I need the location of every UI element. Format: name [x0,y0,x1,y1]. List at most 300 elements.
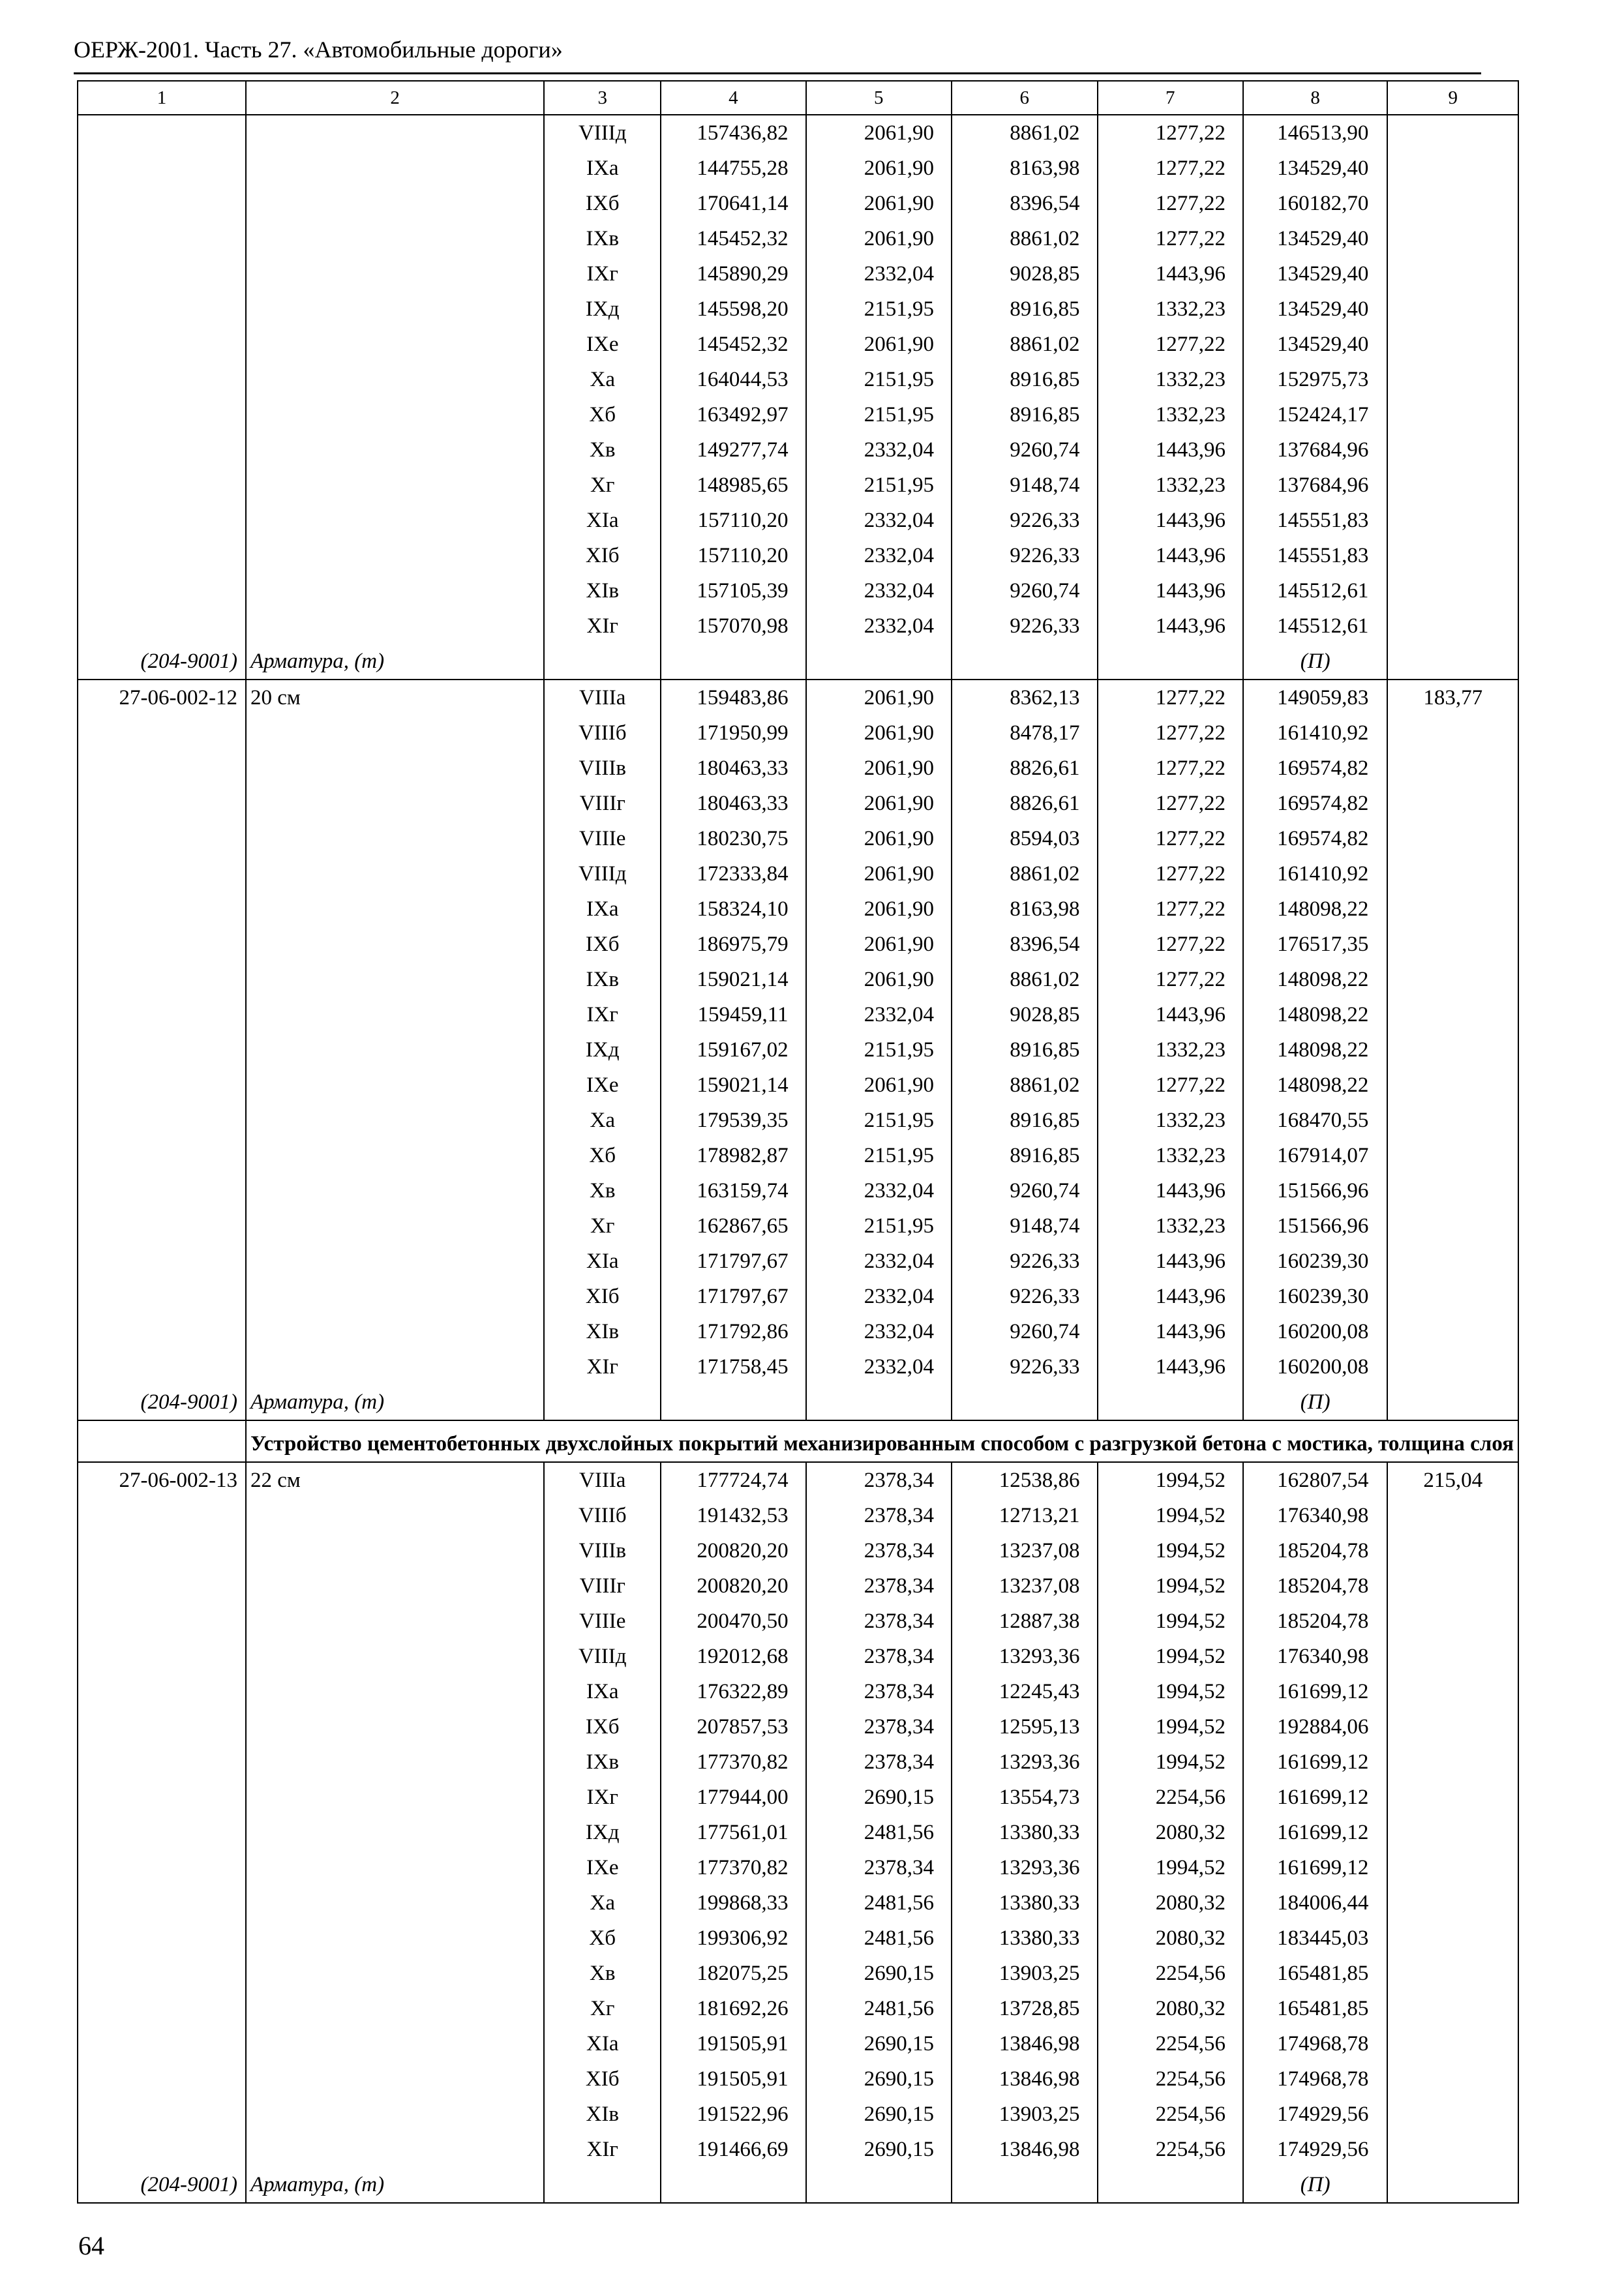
table-row [78,891,1518,927]
material-cost: 160200,08 [1243,1314,1387,1349]
labor-cost [1387,256,1518,292]
zone-code: IXе [544,327,661,362]
labor-cost: 215,04 [1387,1462,1518,1498]
material-cost: 160239,30 [1243,1279,1387,1314]
material-cost: 161410,92 [1243,856,1387,891]
total-cost: 177370,82 [661,1850,805,1885]
material-cost: 160182,70 [1243,186,1387,221]
rate-code [78,538,246,573]
labor-cost [1387,1173,1518,1208]
machine-cost: 8861,02 [952,115,1097,151]
machine-cost: 12713,21 [952,1498,1097,1533]
labor-cost [1387,1533,1518,1568]
machine-cost: 8861,02 [952,327,1097,362]
wages: 2378,34 [806,1639,952,1674]
machine-cost: 13728,85 [952,1991,1097,2026]
wages: 2690,15 [806,2097,952,2132]
machine-cost: 13293,36 [952,1744,1097,1780]
labor-cost [1387,1744,1518,1780]
wages: 2690,15 [806,2061,952,2097]
table-row [78,1279,1518,1314]
labor-cost [1387,503,1518,538]
machinist-wages: 2254,56 [1098,2132,1243,2167]
machine-cost: 8826,61 [952,751,1097,786]
zone-code: IXе [544,1850,661,1885]
table-row [78,573,1518,608]
total-cost: 145890,29 [661,256,805,292]
machine-cost: 9226,33 [952,1244,1097,1279]
rate-code [78,856,246,891]
material-cost: 176340,98 [1243,1498,1387,1533]
total-cost: 162867,65 [661,1208,805,1244]
resource-unit: (П) [1243,1384,1387,1420]
rate-code [78,1533,246,1568]
zone-code: VIIIе [544,1604,661,1639]
layer-thickness [246,1068,544,1103]
layer-thickness [246,468,544,503]
machine-cost: 9260,74 [952,1314,1097,1349]
total-cost: 180463,33 [661,786,805,821]
layer-thickness [246,1138,544,1173]
machine-cost: 9028,85 [952,997,1097,1032]
wages: 2061,90 [806,115,952,151]
machine-cost: 9226,33 [952,1279,1097,1314]
table-row [78,856,1518,891]
rate-code [78,221,246,256]
table-row [78,1604,1518,1639]
total-cost: 157110,20 [661,503,805,538]
machinist-wages: 1277,22 [1098,821,1243,856]
labor-cost [1387,1639,1518,1674]
wages: 2332,04 [806,1314,952,1349]
zone-code: Xа [544,1103,661,1138]
rate-code [78,1498,246,1533]
wages: 2061,90 [806,927,952,962]
machinist-wages: 2254,56 [1098,1956,1243,1991]
machinist-wages: 1277,22 [1098,927,1243,962]
table-row-footer [78,2167,1518,2203]
total-cost: 171797,67 [661,1279,805,1314]
layer-thickness [246,1032,544,1068]
empty-cell [661,1384,805,1420]
labor-cost [1387,821,1518,856]
labor-cost [1387,538,1518,573]
wages: 2378,34 [806,1498,952,1533]
total-cost: 171797,67 [661,1244,805,1279]
material-cost: 134529,40 [1243,151,1387,186]
table-row-footer [78,1384,1518,1420]
material-cost: 165481,85 [1243,1991,1387,2026]
wages: 2151,95 [806,397,952,432]
wages: 2332,04 [806,538,952,573]
machine-cost: 13380,33 [952,1885,1097,1921]
material-cost: 161410,92 [1243,715,1387,751]
rates-table [77,80,1519,2204]
layer-thickness [246,1921,544,1956]
material-cost: 146513,90 [1243,115,1387,151]
zone-code: IXб [544,186,661,221]
labor-cost: 183,77 [1387,680,1518,715]
page-number: 64 [78,2231,104,2260]
zone-code: IXг [544,997,661,1032]
zone-code: XIа [544,503,661,538]
resource-code: (204-9001) [78,2167,246,2203]
resource-code: (204-9001) [78,644,246,680]
rate-code [78,362,246,397]
machine-cost: 13237,08 [952,1533,1097,1568]
total-cost: 171792,86 [661,1314,805,1349]
layer-thickness [246,1850,544,1885]
machine-cost: 8594,03 [952,821,1097,856]
total-cost: 159167,02 [661,1032,805,1068]
total-cost: 191432,53 [661,1498,805,1533]
wages: 2061,90 [806,891,952,927]
layer-thickness [246,1349,544,1384]
table-row [78,256,1518,292]
zone-code: XIг [544,608,661,644]
machinist-wages: 1332,23 [1098,362,1243,397]
column-number: 1 [78,81,246,115]
labor-cost [1387,1921,1518,1956]
material-cost: 176517,35 [1243,927,1387,962]
machine-cost: 8396,54 [952,927,1097,962]
wages: 2690,15 [806,1956,952,1991]
wages: 2151,95 [806,1032,952,1068]
material-cost: 167914,07 [1243,1138,1387,1173]
rate-code [78,1244,246,1279]
total-cost: 191505,91 [661,2026,805,2061]
rate-code [78,1068,246,1103]
labor-cost [1387,292,1518,327]
table-row [78,1815,1518,1850]
table-row [78,1991,1518,2026]
labor-cost [1387,1349,1518,1384]
table-row [78,1921,1518,1956]
layer-thickness [246,1709,544,1744]
machine-cost: 8916,85 [952,292,1097,327]
table-row [78,1032,1518,1068]
zone-code: VIIIа [544,680,661,715]
empty-cell [952,2167,1097,2203]
zone-code: Xв [544,1956,661,1991]
total-cost: 145452,32 [661,327,805,362]
rate-code [78,2061,246,2097]
wages: 2151,95 [806,1138,952,1173]
labor-cost [1387,1498,1518,1533]
table-row [78,715,1518,751]
labor-cost [1387,962,1518,997]
wages: 2061,90 [806,680,952,715]
layer-thickness [246,1533,544,1568]
layer-thickness [246,503,544,538]
layer-thickness [246,1815,544,1850]
total-cost: 171758,45 [661,1349,805,1384]
table-row [78,468,1518,503]
labor-cost [1387,1850,1518,1885]
labor-cost [1387,362,1518,397]
wages: 2061,90 [806,186,952,221]
zone-code: IXд [544,292,661,327]
machinist-wages: 1332,23 [1098,1138,1243,1173]
table-row [78,503,1518,538]
resource-name: Арматура, (т) [246,2167,544,2203]
zone-code: XIа [544,1244,661,1279]
table-row [78,1533,1518,1568]
layer-thickness [246,751,544,786]
table-row-footer [78,644,1518,680]
table-row [78,2061,1518,2097]
wages: 2332,04 [806,432,952,468]
material-cost: 169574,82 [1243,786,1387,821]
table-row [78,608,1518,644]
total-cost: 199868,33 [661,1885,805,1921]
zone-code: VIIIа [544,1462,661,1498]
material-cost: 174929,56 [1243,2132,1387,2167]
zone-code: XIв [544,1314,661,1349]
material-cost: 134529,40 [1243,256,1387,292]
layer-thickness [246,1173,544,1208]
labor-cost [1387,786,1518,821]
machinist-wages: 1277,22 [1098,221,1243,256]
material-cost: 151566,96 [1243,1208,1387,1244]
empty-cell [1387,644,1518,680]
machine-cost: 12538,86 [952,1462,1097,1498]
material-cost: 192884,06 [1243,1709,1387,1744]
material-cost: 145512,61 [1243,573,1387,608]
table-row [78,1314,1518,1349]
table-row [78,2097,1518,2132]
machine-cost: 9226,33 [952,1349,1097,1384]
total-cost: 172333,84 [661,856,805,891]
total-cost: 163159,74 [661,1173,805,1208]
layer-thickness [246,573,544,608]
machinist-wages: 1443,96 [1098,1349,1243,1384]
total-cost: 149277,74 [661,432,805,468]
layer-thickness [246,1956,544,1991]
resource-name: Арматура, (т) [246,644,544,680]
rate-code [78,715,246,751]
machine-cost: 8916,85 [952,397,1097,432]
rate-code [78,1921,246,1956]
machine-cost: 9260,74 [952,573,1097,608]
table-row [78,680,1518,715]
machine-cost: 8861,02 [952,1068,1097,1103]
layer-thickness [246,115,544,151]
zone-code: XIб [544,2061,661,2097]
material-cost: 169574,82 [1243,751,1387,786]
machinist-wages: 1994,52 [1098,1850,1243,1885]
rate-code [78,1850,246,1885]
zone-code: VIIIв [544,751,661,786]
layer-thickness [246,221,544,256]
layer-thickness [246,1991,544,2026]
wages: 2332,04 [806,997,952,1032]
empty-cell [544,1384,661,1420]
labor-cost [1387,2097,1518,2132]
machine-cost: 9260,74 [952,432,1097,468]
wages: 2378,34 [806,1850,952,1885]
layer-thickness [246,1279,544,1314]
wages: 2332,04 [806,608,952,644]
table-row [78,2026,1518,2061]
zone-code: VIIIв [544,1533,661,1568]
machinist-wages: 2080,32 [1098,1815,1243,1850]
rate-code [78,186,246,221]
total-cost: 159021,14 [661,1068,805,1103]
machinist-wages: 1332,23 [1098,1208,1243,1244]
layer-thickness [246,362,544,397]
column-number: 8 [1243,81,1387,115]
zone-code: IXд [544,1032,661,1068]
labor-cost [1387,1103,1518,1138]
section-heading-spacer [78,1420,246,1462]
zone-code: XIв [544,2097,661,2132]
material-cost: 183445,03 [1243,1921,1387,1956]
zone-code: IXв [544,1744,661,1780]
wages: 2481,56 [806,1885,952,1921]
total-cost: 145452,32 [661,221,805,256]
zone-code: VIIIг [544,1568,661,1604]
layer-thickness [246,715,544,751]
wages: 2378,34 [806,1533,952,1568]
table-row [78,186,1518,221]
machinist-wages: 1994,52 [1098,1709,1243,1744]
machine-cost: 8916,85 [952,362,1097,397]
zone-code: VIIIб [544,1498,661,1533]
labor-cost [1387,151,1518,186]
labor-cost [1387,2026,1518,2061]
zone-code: IXа [544,151,661,186]
machinist-wages: 1332,23 [1098,468,1243,503]
rate-code [78,1208,246,1244]
total-cost: 164044,53 [661,362,805,397]
layer-thickness [246,1568,544,1604]
machinist-wages: 1994,52 [1098,1533,1243,1568]
material-cost: 145551,83 [1243,538,1387,573]
rate-code [78,891,246,927]
machine-cost: 9148,74 [952,1208,1097,1244]
zone-code: IXа [544,891,661,927]
wages: 2061,90 [806,151,952,186]
material-cost: 148098,22 [1243,997,1387,1032]
machinist-wages: 1443,96 [1098,538,1243,573]
wages: 2690,15 [806,2132,952,2167]
layer-thickness [246,927,544,962]
machinist-wages: 1332,23 [1098,397,1243,432]
layer-thickness [246,1674,544,1709]
total-cost: 145598,20 [661,292,805,327]
machinist-wages: 1277,22 [1098,786,1243,821]
zone-code: Xв [544,432,661,468]
table-row [78,1780,1518,1815]
machine-cost: 8396,54 [952,186,1097,221]
rate-code [78,1780,246,1815]
zone-code: VIIIе [544,821,661,856]
labor-cost [1387,1674,1518,1709]
wages: 2332,04 [806,573,952,608]
total-cost: 181692,26 [661,1991,805,2026]
rate-code [78,608,246,644]
machine-cost: 13903,25 [952,1956,1097,1991]
machine-cost: 9260,74 [952,1173,1097,1208]
machine-cost: 13380,33 [952,1815,1097,1850]
total-cost: 176322,89 [661,1674,805,1709]
machinist-wages: 2080,32 [1098,1885,1243,1921]
total-cost: 159483,86 [661,680,805,715]
empty-cell [661,2167,805,2203]
machine-cost: 8861,02 [952,962,1097,997]
labor-cost [1387,1279,1518,1314]
wages: 2690,15 [806,2026,952,2061]
labor-cost [1387,2132,1518,2167]
total-cost: 180463,33 [661,751,805,786]
layer-thickness [246,1780,544,1815]
wages: 2061,90 [806,715,952,751]
material-cost: 161699,12 [1243,1815,1387,1850]
rate-code [78,468,246,503]
rate-code [78,432,246,468]
empty-cell [544,2167,661,2203]
wages: 2151,95 [806,1208,952,1244]
wages: 2061,90 [806,221,952,256]
total-cost: 191522,96 [661,2097,805,2132]
wages: 2151,95 [806,1103,952,1138]
machinist-wages: 2080,32 [1098,1991,1243,2026]
layer-thickness [246,997,544,1032]
labor-cost [1387,1991,1518,2026]
table-row [78,1674,1518,1709]
labor-cost [1387,221,1518,256]
table-row [78,362,1518,397]
material-cost: 174929,56 [1243,2097,1387,2132]
zone-code: Xб [544,397,661,432]
wages: 2378,34 [806,1709,952,1744]
total-cost: 157105,39 [661,573,805,608]
labor-cost [1387,1604,1518,1639]
machine-cost: 9028,85 [952,256,1097,292]
material-cost: 161699,12 [1243,1780,1387,1815]
machine-cost: 13846,98 [952,2061,1097,2097]
material-cost: 134529,40 [1243,292,1387,327]
column-number-row [78,81,1518,115]
empty-cell [806,1384,952,1420]
machinist-wages: 1443,96 [1098,608,1243,644]
total-cost: 157110,20 [661,538,805,573]
labor-cost [1387,715,1518,751]
labor-cost [1387,573,1518,608]
table-row [78,1349,1518,1384]
labor-cost [1387,468,1518,503]
machinist-wages: 1277,22 [1098,151,1243,186]
machinist-wages: 1277,22 [1098,186,1243,221]
machinist-wages: 1994,52 [1098,1639,1243,1674]
machine-cost: 8362,13 [952,680,1097,715]
layer-thickness [246,1103,544,1138]
machinist-wages: 1994,52 [1098,1674,1243,1709]
machinist-wages: 1277,22 [1098,962,1243,997]
rate-code [78,962,246,997]
labor-cost [1387,1314,1518,1349]
material-cost: 137684,96 [1243,432,1387,468]
zone-code: XIа [544,2026,661,2061]
column-number: 7 [1098,81,1243,115]
total-cost: 171950,99 [661,715,805,751]
total-cost: 186975,79 [661,927,805,962]
machine-cost: 13846,98 [952,2132,1097,2167]
zone-code: Xв [544,1173,661,1208]
labor-cost [1387,856,1518,891]
empty-cell [952,1384,1097,1420]
